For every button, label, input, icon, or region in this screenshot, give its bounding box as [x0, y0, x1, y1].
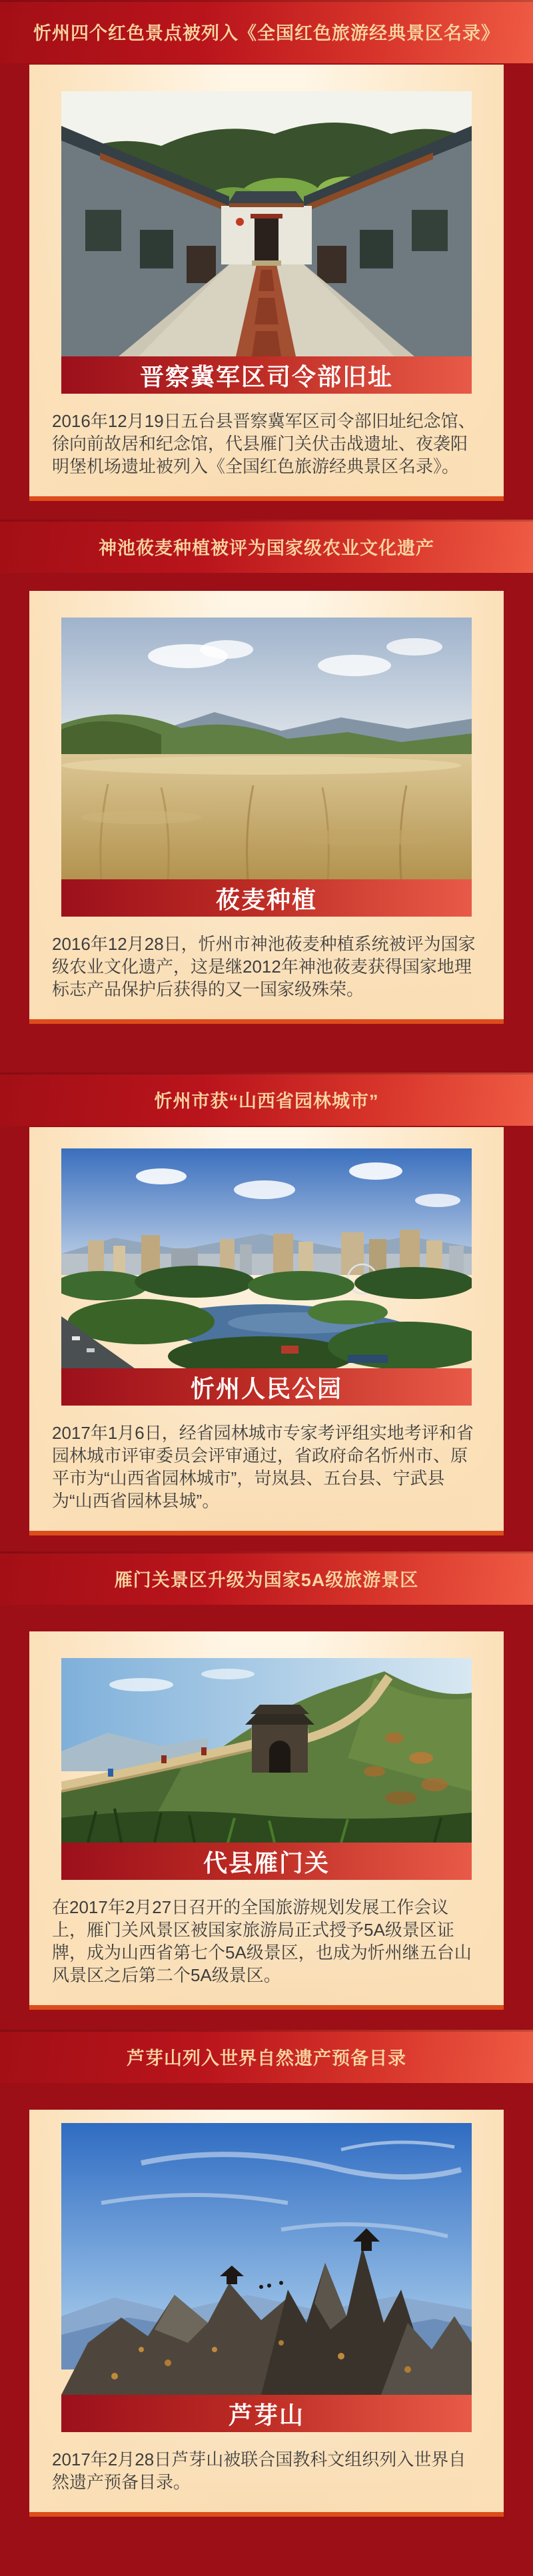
yanmen-pass-great-wall-photo — [61, 1658, 472, 1843]
xinzhou-people-park-photo — [61, 1148, 472, 1368]
photo-caption-bar — [61, 2395, 472, 2432]
jinchaji-headquarters-courtyard-photo — [61, 91, 472, 356]
news-paragraph: 2017年2月28日芦芽山被联合国教科文组织列入世界自然遗产预备目录。 — [52, 2449, 466, 2492]
section-title-band — [0, 1551, 533, 1605]
news-card — [29, 1631, 504, 2010]
news-paragraph: 2017年1月6日，经省园林城市专家考评组实地考评和省园林城市评审委员会评审通过，省政府命名忻州市、原平市为“山西省园林城市”，岢岚县、五台县、宁武县为“山西省园林县城”。 — [52, 1423, 474, 1511]
photo-caption-bar — [61, 1368, 472, 1406]
news-paragraph: 在2017年2月27日召开的全国旅游规划发展工作会议上，雁门关风景区被国家旅游局正式授予5A级景区证牌，成为山西省第七个5A级景区，也成为忻州继五台山风景区之后第二个5A级景区。 — [52, 1897, 472, 1985]
news-card — [29, 65, 504, 501]
oat-field-photo — [61, 618, 472, 879]
section-title-band — [0, 2030, 533, 2083]
photo-caption-bar — [61, 1843, 472, 1880]
photo-caption: 莜麦种植 — [215, 885, 317, 913]
section-title-band — [0, 0, 533, 63]
section-garden-city — [0, 1073, 533, 1535]
section-title: 忻州市获“山西省园林城市” — [154, 1090, 379, 1111]
section-title-band — [0, 1073, 533, 1126]
photo-caption: 晋察冀军区司令部旧址 — [139, 362, 393, 390]
section-oat-heritage — [0, 520, 533, 1024]
photo-caption-bar — [61, 356, 472, 394]
photo-caption: 代县雁门关 — [203, 1849, 330, 1877]
section-title: 神池莜麦种植被评为国家级农业文化遗产 — [99, 538, 434, 558]
section-title-band — [0, 520, 533, 573]
news-paragraph: 2016年12月28日，忻州市神池莜麦种植系统被评为国家级农业文化遗产，这是继2012年神池莜麦获得国家地理标志产品保护后获得的又一国家级殊荣。 — [52, 934, 476, 999]
section-title: 芦芽山列入世界自然遗产预备目录 — [127, 2048, 406, 2068]
photo-caption-bar — [61, 879, 472, 917]
news-paragraph: 2016年12月19日五台县晋察冀军区司令部旧址纪念馆、徐向前故居和纪念馆，代县雁门关伏击战遗址、夜袭阳明堡机场遗址被列入《全国红色旅游经典景区名录》。 — [52, 411, 476, 476]
news-card — [29, 591, 504, 1024]
section-red-tourism — [0, 0, 533, 501]
news-card — [29, 1127, 504, 1535]
photo-caption: 芦芽山 — [228, 2401, 304, 2429]
section-title: 忻州四个红色景点被列入《全国红色旅游经典景区名录》 — [33, 23, 500, 43]
section-yanmen-pass-5a — [0, 1551, 533, 2010]
section-luya-mountain — [0, 2030, 533, 2517]
luya-mountain-peaks-photo — [61, 2123, 472, 2395]
section-title: 雁门关景区升级为国家5A级旅游景区 — [114, 1569, 419, 1590]
news-card — [29, 2110, 504, 2517]
photo-caption: 忻州人民公园 — [190, 1374, 342, 1402]
